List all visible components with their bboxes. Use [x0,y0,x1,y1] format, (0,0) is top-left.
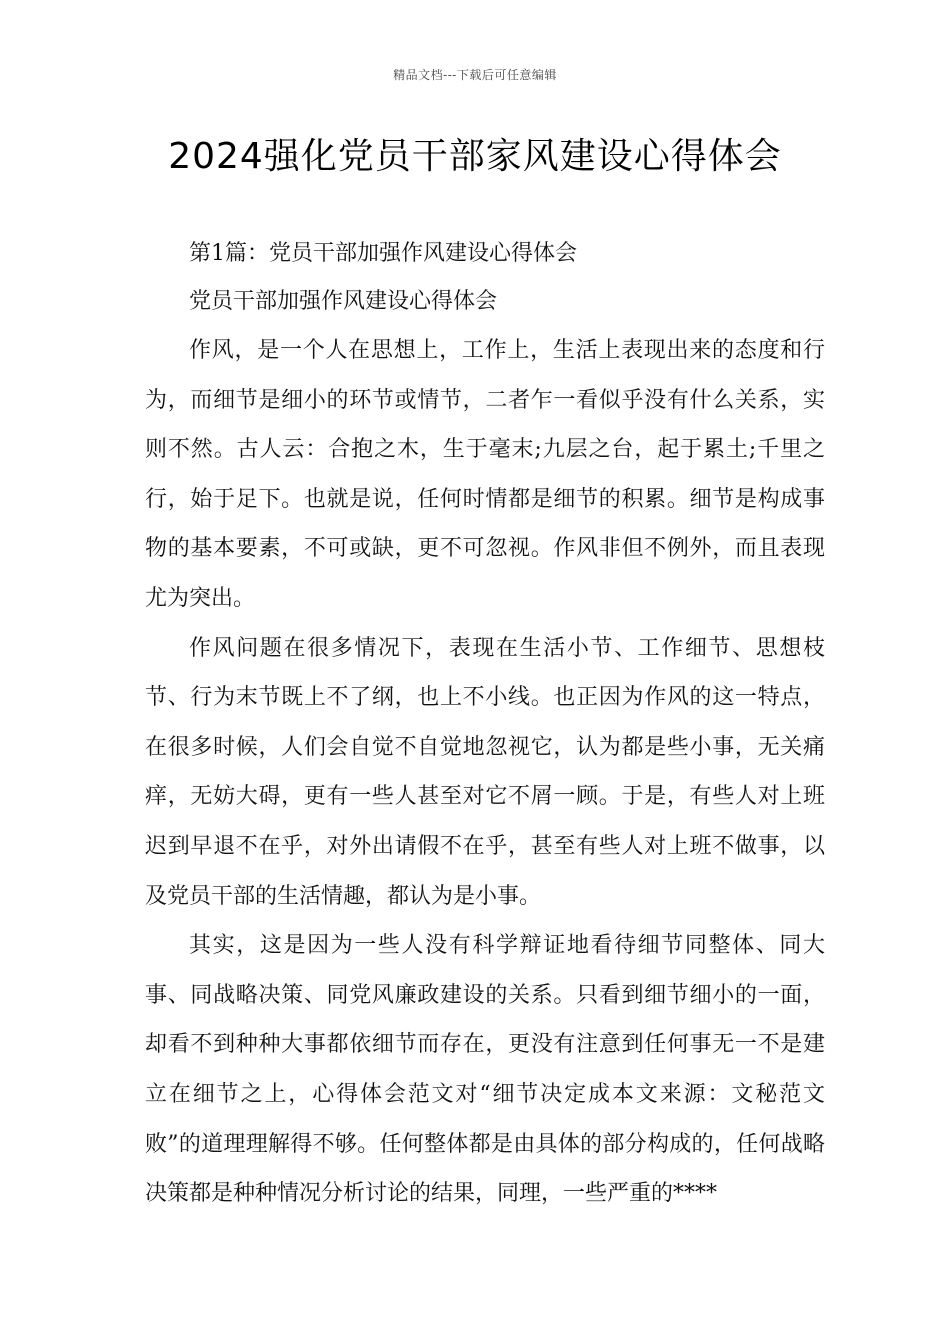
section-heading: 第1篇：党员干部加强作风建设心得体会 [189,241,577,266]
subheading: 党员干部加强作风建设心得体会 [189,289,498,314]
document-title: 2024强化党员干部家风建设心得体会 [168,136,782,177]
paragraph: 作风，是一个人在思想上，工作上，生活上表现出来的态度和行为，而细节是细小的环节或情节，二者乍一看似乎没有什么关系，实则不然。古人云：合抱之木，生于毫末;九层之台，起于累土;千里之行，始于足下。也就是说，任何时情都是细节的积累。细节是构成事物的基本要素，不可或缺，更不可忽视。作风非但不例外，而且表现尤为突出。 [145,338,825,611]
header-note: 精品文档---下载后可任意编辑 [393,68,557,82]
document-body [145,230,825,1219]
paragraph: 其实，这是因为一些人没有科学辩证地看待细节同整体、同大事、同战略决策、同党风廉政建设的关系。只看到细节细小的一面，却看不到种种大事都依细节而存在，更没有注意到任何事无一不是建立在细节之上，心得体会范文对“细节决定成本文来源：文秘范文 败”的道理理解得不够。任何整体都是由具体的部分构成的，任何战略决策都是种种情况分析讨论的结果，同理，一些严重的**** [145,933,825,1207]
paragraph: 作风问题在很多情况下，表现在生活小节、工作细节、思想枝节、行为末节既上不了纲，也上不小线。也正因为作风的这一特点，在很多时候，人们会自觉不自觉地忽视它，认为都是些小事，无关痛痒，无妨大碍，更有一些人甚至对它不屑一顾。于是，有些人对上班迟到早退不在乎，对外出请假不在乎，甚至有些人对上班不做事，以及党员干部的生活情趣，都认为是小事。 [145,635,825,909]
